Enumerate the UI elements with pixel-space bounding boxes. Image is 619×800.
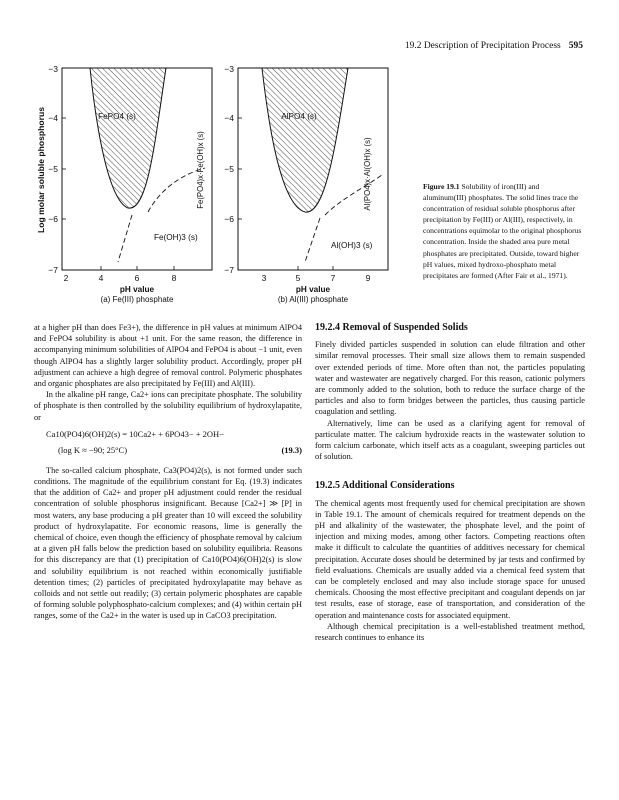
ytick-a-3: −6: [48, 214, 58, 224]
right-paragraph-3: The chemical agents most frequently used for chemical precipitation are shown in Table 19.1. The amount of chemicals required for treatment depends on the pH and alkalinity of the wastewater, the phosphate level, and the point of injection and mixing modes, among other factors. Competing reactions often make it difficult to calculate the quantities of additives necessary for chemical precipitation. Accurate doses should be determined by jar tests and confirmed by field evaluations. Chemicals are usually added via a chemical feed system that can be completely enclosed and may also include storage space for unused chemicals. Choosing the most effective precipitant and coagulant depends on jar test results, ease of storage, ease of transportation, and consideration of the operation and maintenance costs for associated equipment.: [315, 498, 585, 620]
page-number: 595: [568, 41, 583, 51]
panel-b-xlabel: pH value: [295, 285, 331, 294]
section-heading-19-2-5: 19.2.5 Additional Considerations: [315, 480, 455, 492]
ytick-a-2: −5: [48, 164, 58, 174]
panel-b-shaded-region: [262, 68, 348, 212]
ytick-b-3: −6: [224, 214, 234, 224]
caption-label: Figure 19.1: [423, 182, 460, 191]
left-paragraph-2: In the alkaline pH range, Ca2+ ions can precipitate phosphate. The solubility of phosphate is then controlled by the solubility equilibrium of hydroxylapatite, or: [34, 390, 302, 422]
ytick-a-1: −4: [48, 113, 58, 123]
right-column: [315, 322, 585, 643]
xtick-b-3: 9: [365, 273, 371, 283]
right-paragraph-1: Finely divided particles suspended in solution can elude filtration and other similar removal processes. Their small size allows them to remain suspended over extended periods of time. More often than not, the particles populating water and wastewater are negatively charged. For this reason, cationic polymers are commonly added to the solution, both to reduce the surface charge of the particles and also to form bridges between the particles, thus causing particle coagulation and settling.: [315, 340, 585, 417]
panel-b-label-hydroxide: Al(OH)3 (s): [331, 241, 373, 250]
panel-a-sublabel: (a) Fe(III) phosphate: [100, 295, 174, 304]
left-paragraph-1: at a higher pH than does Fe3+), the difference in pH values at minimum AlPO4 and FePO4 solubility is about +1 unit. For the same reason, the difference in accompanying minimum solubilities of AlPO4 and FePO4 is about −1 unit, even though AlPO4 has a slightly larger solubility product. Accordingly, proper pH adjustment can achieve a high degree of removal control. Polymeric phosphates and organic phosphates are also precipitated by Fe(III) and Al(III).: [34, 323, 302, 389]
panel-b-label-shaded: AlPO4 (s): [281, 112, 317, 121]
ytick-a-4: −7: [48, 265, 58, 275]
equation-19-3: [34, 429, 302, 445]
right-paragraph-4: Although chemical precipitation is a well-established treatment method, research continues to enhance its: [315, 621, 585, 643]
figure-caption: [423, 181, 583, 281]
panel-a-xlabel: pH value: [119, 285, 155, 294]
panel-a-label-curve: Fe(PO4)x·Fe(OH)x (s): [196, 131, 205, 209]
xtick-b-1: 5: [295, 273, 301, 283]
panel-b-lower-line: [305, 218, 320, 262]
panel-a-label-shaded: FePO4 (s): [98, 112, 136, 121]
panel-a-shaded-region: [90, 68, 166, 208]
xtick-a-1: 4: [98, 273, 104, 283]
left-paragraph-3: The so-called calcium phosphate, Ca3(PO4)2(s), is not formed under such conditions. The magnitude of the equilibrium constant for Eq. (19.3) indicates that the addition of Ca2+ and proper pH adjustment could render the residual concentration of soluble phosphorus insignificant. Because [Ca2+] ≫ [P] in most waters, any base producing a pH greater than 10 will exceed the solubility product of hydroxylapatite. For economic reasons, lime is generally the chemical of choice, even though the efficiency of phosphate removal by calcium at a given pH falls below the prediction based on solubility equilibria. Reasons for this discrepancy are that (1) precipitation of Ca10(PO4)6(OH)2(s) is slow and solubility equilibrium is not reached within economically justifiable detention times; (2) particles of precipitated hydroxylapatite may behave as colloids and not settle out readily; (3) certain polymeric phosphates are capable of forming soluble polyphosphato-calcium complexes; and (4) within certain pH ranges, some of the Ca2+ in the water is used up in CaCO3 precipitation.: [34, 465, 302, 621]
ytick-b-2: −5: [224, 164, 234, 174]
panel-b-label-curve: Al(PO4)x·Al(OH)x (s): [363, 137, 372, 211]
xtick-a-2: 6: [134, 273, 140, 283]
header-section: 19.2 Description of Precipitation Process: [404, 41, 561, 51]
section-heading-19-2-4: 19.2.4 Removal of Suspended Solids: [315, 322, 468, 333]
panel-a-label-hydroxide: Fe(OH)3 (s): [154, 233, 198, 242]
equation-line-1: Ca10(PO4)6(OH)2(s) = 10Ca2+ + 6PO43− + 2OH−: [46, 428, 224, 439]
equation-condition-row: [34, 445, 302, 461]
right-paragraph-2: Alternatively, lime can be used as a clarifying agent for removal of particulate matter. The calcium hydroxide reacts in the wastewater solution to form calcium carbonate, which itself acts as a coagulant, sweeping particles out of solution.: [315, 418, 585, 462]
xtick-b-2: 7: [330, 273, 336, 283]
xtick-a-3: 8: [171, 273, 177, 283]
ytick-a-0: −3: [48, 64, 58, 74]
xtick-b-0: 3: [261, 273, 267, 283]
xtick-a-0: 2: [63, 273, 69, 283]
equation-number: (19.3): [281, 444, 302, 455]
panel-b-hydroxide-line: [325, 175, 382, 215]
panel-b: [224, 64, 388, 304]
panel-a-lower-line: [118, 215, 132, 262]
left-column: [34, 322, 302, 622]
panel-b-sublabel: (b) Al(III) phosphate: [277, 295, 349, 304]
ytick-b-1: −4: [224, 113, 234, 123]
ytick-b-0: −3: [224, 64, 234, 74]
caption-text: Solubility of iron(III) and aluminum(III) phosphates. The solid lines trace the concentration of residual soluble phosphorus after precipitation by Fe(III) or Al(III), respectively, in concentrations equimolar to the original phosphorus concentration. Inside the shaded area pure metal phosphates are precipitated. Outside, toward higher pH values, mixed hydroxo-phosphato metal precipitates are formed (After Fair et al., 1971).: [423, 182, 582, 280]
ytick-b-4: −7: [224, 265, 234, 275]
panel-a: [48, 64, 212, 304]
y-axis-label: Log molar soluble phosphorus: [36, 106, 46, 234]
equation-line-2: (log K ≈ −90; 25°C): [58, 444, 128, 455]
